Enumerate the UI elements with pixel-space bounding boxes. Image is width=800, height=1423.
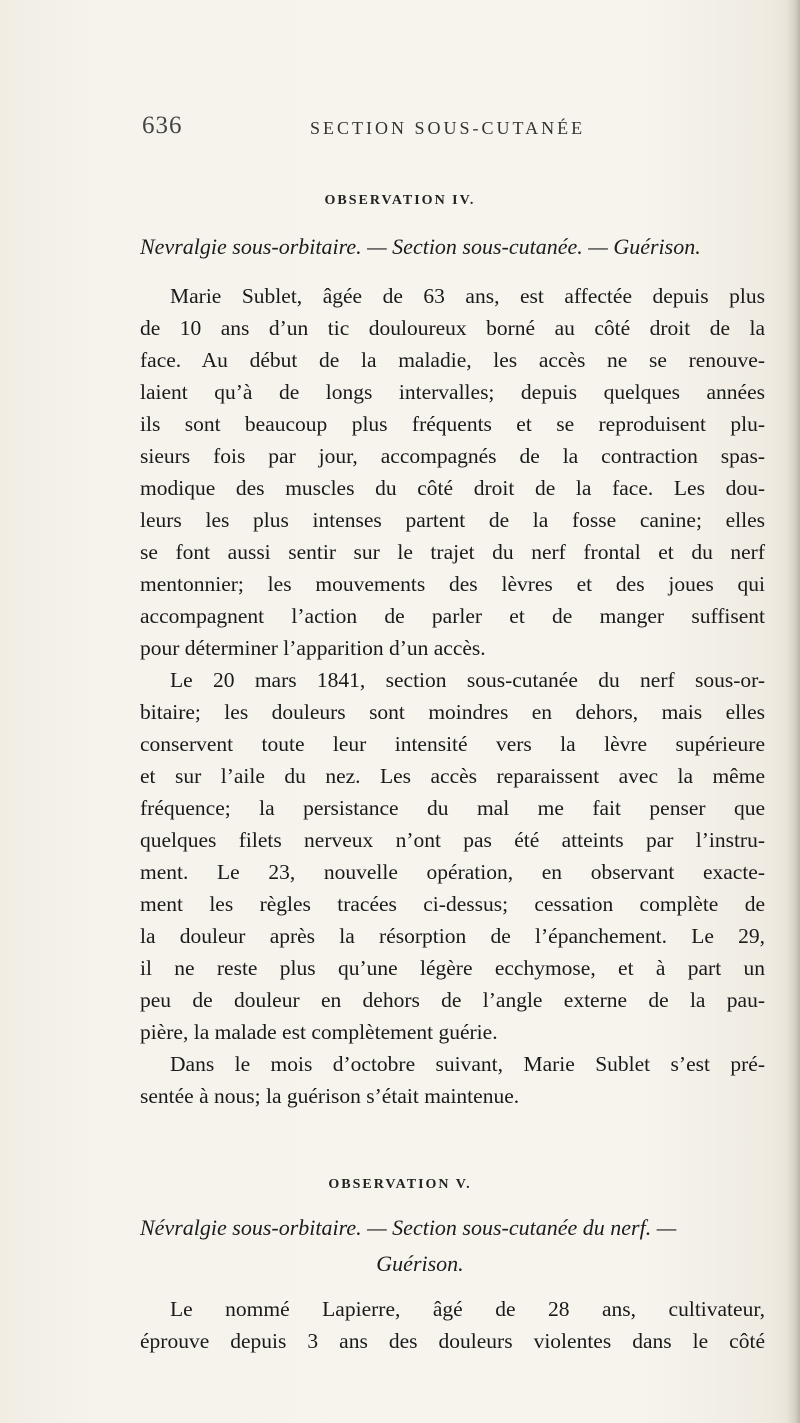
- text-line: modique des muscles du côté droit de la face. Les dou-: [140, 476, 765, 500]
- observation-4-title: Nevralgie sous-orbitaire. — Section sous-cutanée. — Guérison.: [140, 234, 701, 259]
- text-line: pour déterminer l’apparition d’un accès.: [140, 636, 486, 660]
- text-line: face. Au début de la maladie, les accès ne se renouve-: [140, 348, 765, 372]
- text-line: et sur l’aile du nez. Les accès reparaissent avec la même: [140, 764, 765, 788]
- text-line: laient qu’à de longs intervalles; depuis quelques années: [140, 380, 765, 404]
- page-edge-shadow: [786, 0, 800, 1423]
- text-line: sieurs fois par jour, accompagnés de la contraction spas-: [140, 444, 765, 468]
- observation-4-body: [140, 280, 765, 1112]
- text-line: se font aussi sentir sur le trajet du nerf frontal et du nerf: [140, 540, 765, 564]
- text-line: de 10 ans d’un tic douloureux borné au côté droit de la: [140, 316, 765, 340]
- observation-5-heading: OBSERVATION V.: [328, 1177, 472, 1192]
- text-line: quelques filets nerveux n’ont pas été atteints par l’instru-: [140, 828, 765, 852]
- text-line: bitaire; les douleurs sont moindres en dehors, mais elles: [140, 700, 765, 724]
- text-line: il ne reste plus qu’une légère ecchymose, et à part un: [140, 956, 765, 980]
- text-line: fréquence; la persistance du mal me fait penser que: [140, 796, 765, 820]
- text-line: éprouve depuis 3 ans des douleurs violentes dans le côté: [140, 1329, 765, 1353]
- page-header: [142, 112, 662, 152]
- text-line: sentée à nous; la guérison s’était maintenue.: [140, 1084, 520, 1108]
- text-line: Dans le mois d’octobre suivant, Marie Sublet s’est pré-: [170, 1052, 765, 1076]
- text-line: pière, la malade est complètement guérie.: [140, 1020, 498, 1044]
- text-line: ment. Le 23, nouvelle opération, en observant exacte-: [140, 860, 765, 884]
- text-line: ment les règles tracées ci-dessus; cessation complète de: [140, 892, 765, 916]
- text-line: accompagnent l’action de parler et de manger suffisent: [140, 604, 765, 628]
- page-number: 636: [142, 112, 183, 139]
- text-line: Marie Sublet, âgée de 63 ans, est affectée depuis plus: [170, 284, 765, 308]
- running-head: SECTION SOUS-CUTANÉE: [310, 118, 586, 138]
- observation-5-body: [140, 1293, 765, 1357]
- observation-5-title-line2: Guérison.: [376, 1251, 464, 1276]
- observation-4-heading: OBSERVATION IV.: [324, 193, 476, 208]
- text-line: conservent toute leur intensité vers la lèvre supérieure: [140, 732, 765, 756]
- text-line: leurs les plus intenses partent de la fosse canine; elles: [140, 508, 765, 532]
- text-line: Le 20 mars 1841, section sous-cutanée du nerf sous-or-: [170, 668, 765, 692]
- text-line: ils sont beaucoup plus fréquents et se reproduisent plu-: [140, 412, 765, 436]
- text-line: mentonnier; les mouvements des lèvres et des joues qui: [140, 572, 765, 596]
- text-line: Le nommé Lapierre, âgé de 28 ans, cultivateur,: [170, 1297, 765, 1321]
- observation-5-title-line1: Névralgie sous-orbitaire. — Section sous-cutanée du nerf. —: [140, 1215, 677, 1240]
- text-line: la douleur après la résorption de l’épanchement. Le 29,: [140, 924, 765, 948]
- text-line: peu de douleur en dehors de l’angle externe de la pau-: [140, 988, 765, 1012]
